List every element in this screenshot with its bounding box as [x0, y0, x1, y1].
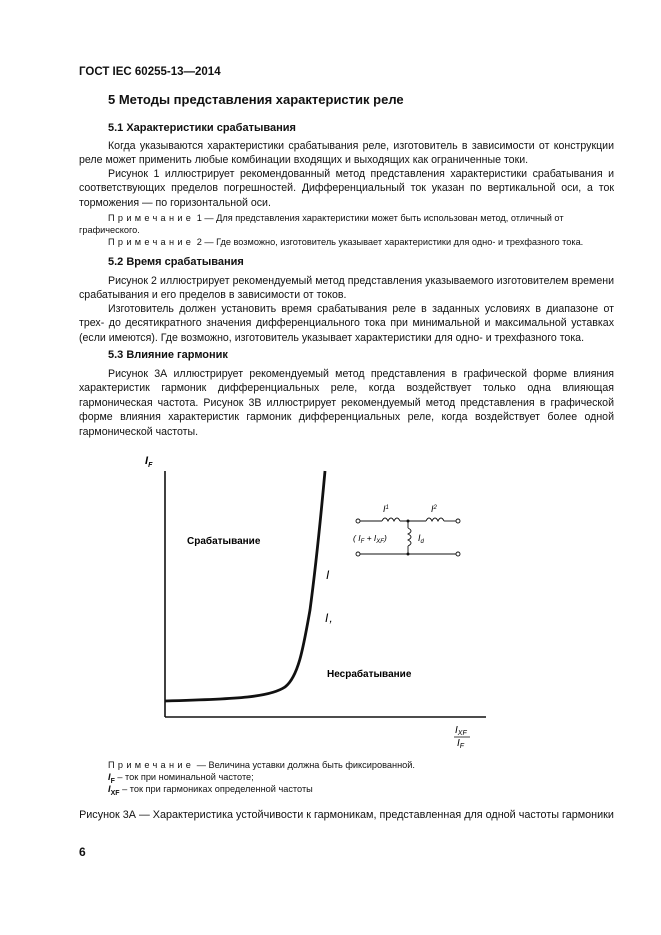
x-axis-label-numerator: $I_{XF}$ [455, 725, 467, 737]
paragraph-5-1-1: Когда указываются характеристики срабатывания реле, изготовитель в зависимости от конструкции реле может применить любые комбинации входящих и выходящих как ограниченные токи. [79, 140, 614, 167]
terminal-left-bottom [356, 552, 360, 556]
figure-caption: Рисунок 3А — Характеристика устойчивости к гармоникам, представленная для одной частоты гармоники [79, 809, 614, 821]
subsection-title-5-2: 5.2 Время срабатывания [108, 256, 244, 268]
current-ratio-label: ( $I_F + I_{XF}$) [353, 533, 387, 545]
inductor-2 [426, 518, 444, 521]
figure-3a [120, 445, 520, 750]
current-label-i2: $I^2$ [431, 504, 437, 514]
paragraph-5-2-2: Изготовитель должен установить время срабатывания реле в заданных условиях в диапазоне от трех- до десятикратного значения дифференциального тока при минимальной и максимальной уставках (если имеются). Где возможно, изготовитель указывает характеристики для одно- и трехфазного тока. [79, 303, 614, 344]
x-axis-label-denominator: $I_F$ [457, 738, 465, 750]
current-label-id: $I_d$ [418, 533, 424, 545]
harmonic-characteristic-curve [165, 471, 325, 701]
y-axis-label: $I_F$ [145, 455, 153, 469]
inductor-1 [382, 518, 400, 521]
region-operate-label: Срабатывание [187, 536, 261, 547]
figure-legend-ixf: $I_{XF}$ – ток при гармониках определенной частоты [108, 784, 313, 797]
paragraph-5-3-1: Рисунок 3А иллюстрирует рекомендуемый метод представления в графической форме влияния характеристик гармоник дифференциальных реле, когда воздействует только одна влияющая гармоническая частота. Рисунок 3В иллюстрирует рекомендуемый метод представления в графической форме влияния характеристик гармоник дифференциальных реле, когда воздействует более одной гармонической частоты. [79, 368, 614, 438]
terminal-right-bottom [456, 552, 460, 556]
paragraph-5-1-2: Рисунок 1 иллюстрирует рекомендованный метод представления характеристики срабатывания и соответствующих пределов погрешностей. Дифференциальный ток указан по вертикальной оси, а ток торможения — по горизонтальной оси. [79, 168, 614, 209]
curve-label-lower: I, [325, 611, 333, 625]
current-label-i1: $I^1$ [383, 504, 389, 514]
note-5-1-2: Примечание 2 — Где возможно, изготовитель указывает характеристики для одно- и трехфазного тока. [108, 237, 584, 247]
page-number: 6 [79, 845, 86, 859]
paragraph-5-2-1: Рисунок 2 иллюстрирует рекомендуемый метод представления указываемого изготовителем времени срабатывания и его пределов в зависимости от токов. [79, 275, 614, 302]
figure-note: Примечание — Величина уставки должна быть фиксированной. [108, 760, 415, 770]
note-5-1-1: Примечание 1 — Для представления характеристики может быть использован метод, отличный от графического. [79, 213, 564, 235]
section-title: 5 Методы представления характеристик реле [108, 92, 404, 107]
figure-legend-if: $I_F$ – ток при номинальной частоте; [108, 772, 254, 785]
region-no-operate-label: Несрабатывание [327, 669, 412, 680]
terminal-left-top [356, 519, 360, 523]
circuit-schematic [353, 504, 460, 556]
curve-label-upper: I [326, 568, 330, 582]
document-header: ГОСТ IEC 60255-13—2014 [79, 66, 221, 78]
inductor-differential [408, 528, 411, 546]
terminal-right-top [456, 519, 460, 523]
subsection-title-5-3: 5.3 Влияние гармоник [108, 349, 228, 361]
subsection-title-5-1: 5.1 Характеристики срабатывания [108, 122, 296, 134]
